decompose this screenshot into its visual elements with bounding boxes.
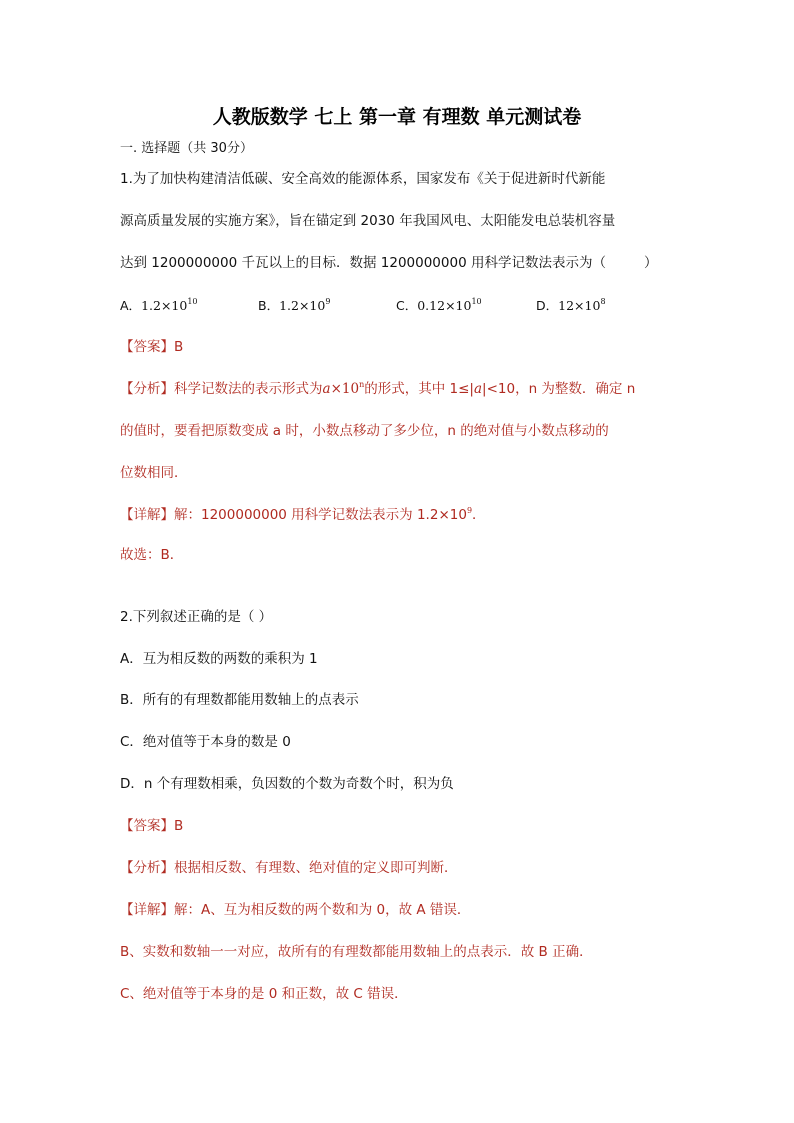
q2-answer (120, 816, 183, 836)
q2-analysis (120, 858, 458, 878)
q2-detail-line3: C、绝对值等于本身的是 0 和正数，故 C 错误． (120, 986, 408, 1002)
q1-analysis-exp-n: n (359, 379, 365, 389)
q1-option-b-exp: 9 (325, 296, 331, 306)
q1-option-d-exp: 8 (600, 296, 606, 306)
q1-analysis-range-start: 的形式，其中 1≤| (364, 381, 474, 397)
q1-option-c-exp: 10 (471, 296, 482, 306)
q1-option-c (396, 296, 482, 314)
q2-option-c: C．绝对值等于本身的数是 0 (120, 734, 291, 750)
section-heading: 一. 选择题（共 30分） (120, 141, 253, 156)
q1-option-a-exp: 10 (187, 296, 198, 306)
q1-detail-tag: 【详解】 (120, 507, 174, 523)
q1-analysis-var-a2: a (473, 381, 483, 397)
q1-stem-line1: 1.为了加快构建清洁低碳、安全高效的能源体系，国家发布《关于促进新时代新能 (120, 171, 606, 187)
q2-option-b: B．所有的有理数都能用数轴上的点表示 (120, 692, 359, 708)
q1-analysis-line3: 位数相同． (120, 465, 188, 481)
q1-option-b (258, 296, 330, 314)
q2-option-d: D．n 个有理数相乘，负因数的个数为奇数个时，积为负 (120, 776, 454, 792)
q2-analysis-text: 根据相反数、有理数、绝对值的定义即可判断． (174, 860, 458, 876)
q1-option-a-letter: A． (120, 298, 142, 313)
q2-detail-line1 (120, 900, 470, 920)
q1-option-c-letter: C． (396, 298, 418, 313)
q1-analysis-line2: 的值时，要看把原数变成 a 时，小数点移动了多少位，n 的绝对值与小数点移动的 (120, 423, 609, 439)
q1-stem-line3-close: ） (643, 255, 658, 271)
q1-analysis-range-end: |<10，n 为整数．确定 n (482, 381, 636, 397)
q1-option-a-base: 1.2×10 (141, 298, 188, 313)
q2-detail-text: 解：A、互为相反数的两个数和为 0，故 A 错误． (174, 902, 471, 918)
q2-stem: 2.下列叙述正确的是（ ） (120, 609, 273, 625)
q1-option-b-letter: B． (258, 298, 280, 313)
q1-stem-line3-text: 达到 1200000000 千瓦以上的目标．数据 1200000000 用科学记数法表示为（ (120, 255, 606, 271)
q1-option-d-letter: D． (536, 298, 559, 313)
q1-choice: 故选：B． (120, 547, 184, 563)
q1-option-d-base: 12×10 (558, 298, 601, 313)
q2-answer-value: B (174, 818, 184, 834)
q1-detail-end: ． (472, 507, 486, 523)
q1-answer (120, 337, 183, 357)
q1-option-a (120, 296, 198, 314)
q1-answer-value: B (174, 339, 184, 355)
q1-detail (120, 505, 486, 525)
q1-option-d (536, 296, 606, 314)
document-title: 人教版数学 七上 第一章 有理数 单元测试卷 (212, 106, 582, 128)
q2-option-a: A．互为相反数的两数的乘积为 1 (120, 651, 318, 667)
q1-analysis-var-a: a (322, 381, 331, 397)
q1-detail-exp: 9 (466, 505, 473, 515)
q2-answer-tag: 【答案】 (120, 818, 174, 834)
q1-answer-tag: 【答案】 (120, 339, 174, 355)
q2-detail-line2: B、实数和数轴一一对应，故所有的有理数都能用数轴上的点表示．故 B 正确． (120, 944, 593, 960)
q2-detail-tag: 【详解】 (120, 902, 174, 918)
q1-option-b-base: 1.2×10 (279, 298, 326, 313)
q1-analysis-line1 (120, 379, 635, 399)
q1-analysis-text: 科学记数法的表示形式为 (174, 381, 323, 397)
q1-analysis-ten: ×10 (330, 381, 360, 397)
q1-analysis-tag: 【分析】 (120, 381, 174, 397)
q2-analysis-tag: 【分析】 (120, 860, 174, 876)
q1-stem-line2: 源高质量发展的实施方案》，旨在锚定到 2030 年我国风电、太阳能发电总装机容量 (120, 213, 616, 229)
q1-option-c-base: 0.12×10 (417, 298, 472, 313)
q1-stem-line3 (120, 253, 657, 273)
q1-detail-text: 解：1200000000 用科学记数法表示为 1.2×10 (174, 507, 467, 523)
